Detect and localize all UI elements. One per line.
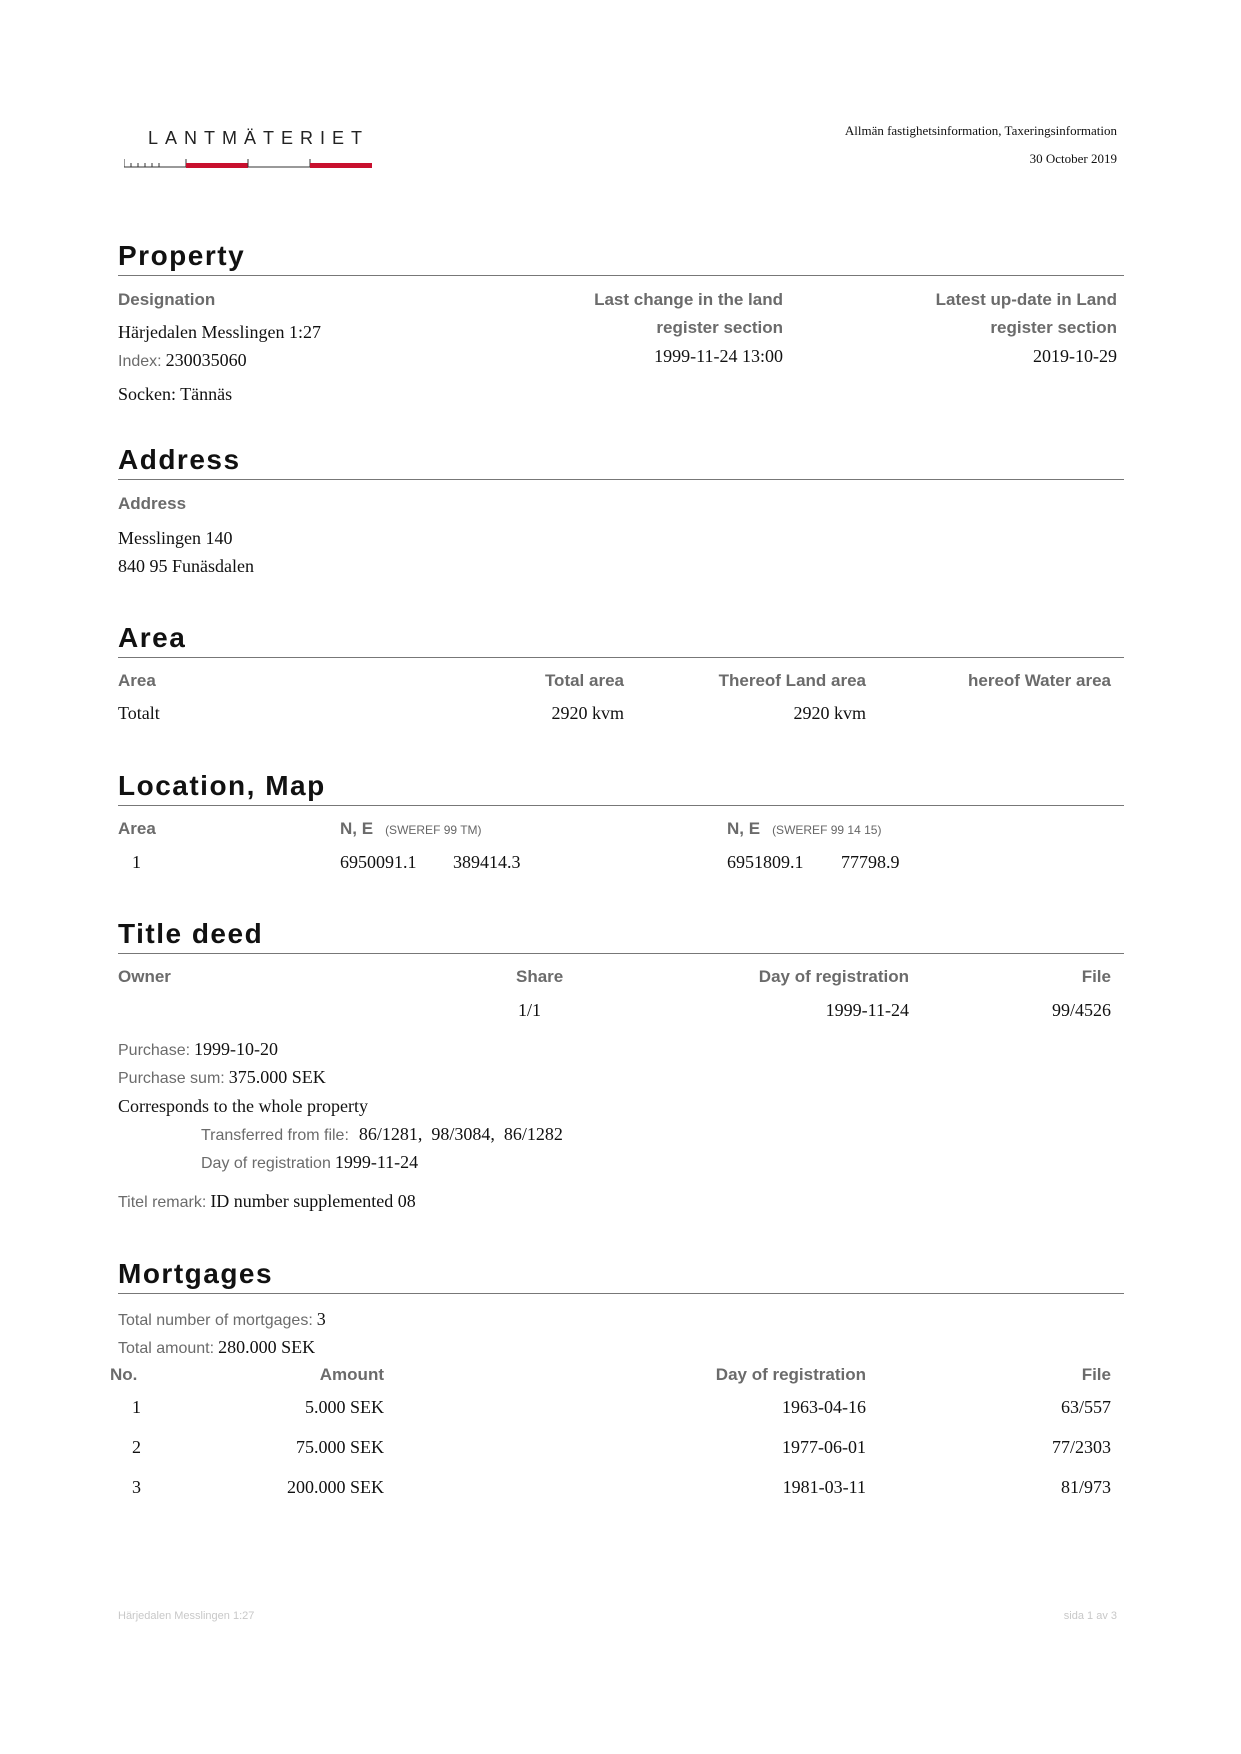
location-n1: 6950091.1 [340,852,417,872]
title-remark-label: Titel remark: [118,1194,207,1211]
mortgage-row-2-no: 2 [132,1437,141,1457]
total-amount-value: 280.000 SEK [218,1337,316,1357]
transferred-value: 86/1281, 98/3084, 86/1282 [358,1124,563,1144]
mortgages-col-day: Day of registration [715,1365,866,1384]
purchase-label: Purchase: [118,1042,191,1059]
title-deed-col-owner: Owner [118,967,171,986]
total-number-line [118,1309,326,1330]
area-col-total: Total area [544,671,624,690]
transferred-label: Transferred from file: [201,1127,349,1144]
mortgage-row-2-amount: 75.000 SEK [295,1437,384,1457]
mortgage-row-1-file: 63/557 [1060,1397,1111,1417]
last-change-label-2: register section [656,318,783,337]
mortgages-heading: Mortgages [118,1258,274,1289]
address-divider [118,479,1124,480]
address-line-2: 840 95 Funäsdalen [118,556,254,576]
location-heading: Location, Map [118,770,326,801]
mortgages-col-no: No. [110,1365,138,1384]
area-row-total: 2920 kvm [551,703,624,723]
mortgage-row-2-file: 77/2303 [1051,1437,1111,1457]
latest-update-value: 2019-10-29 [1033,346,1117,366]
designation-label: Designation [118,290,216,309]
area-col-land: Thereof Land area [718,671,866,690]
index-label: Index: [118,353,162,370]
transferred-line [201,1124,563,1145]
location-col-ne2-label: N, E [727,819,761,838]
purchase-sum-value: 375.000 SEK [228,1067,326,1087]
mortgages-col-amount: Amount [319,1365,384,1384]
mortgage-row-3-amount: 200.000 SEK [286,1477,384,1497]
day-of-registration-value: 1999-11-24 [334,1152,419,1172]
title-deed-day: 1999-11-24 [825,1000,909,1020]
footer-left: Härjedalen Messlingen 1:27 [118,1610,255,1622]
document-date: 30 October 2019 [1029,151,1117,166]
corresponds-text: Corresponds to the whole property [118,1096,368,1116]
location-col-ne1 [340,819,482,839]
title-deed-file: 99/4526 [1051,1000,1111,1020]
last-change-label-1: Last change in the land [594,290,783,309]
location-e1: 389414.3 [453,852,521,872]
property-divider [118,275,1124,276]
latest-update-label-2: register section [990,318,1117,337]
mortgage-row-3-day: 1981-03-11 [782,1477,866,1497]
purchase-value: 1999-10-20 [194,1039,279,1059]
total-amount-line [118,1337,315,1358]
total-number-label: Total number of mortgages: [118,1312,313,1329]
logo-text: LANTMÄTERIET [148,128,370,148]
location-row-area: 1 [132,852,141,872]
title-deed-col-file: File [1081,967,1111,986]
location-e2: 77798.9 [841,852,900,872]
location-n2: 6951809.1 [727,852,804,872]
title-remark-value: ID number supplemented 08 [210,1191,416,1211]
mortgage-row-1-amount: 5.000 SEK [304,1397,384,1417]
location-col-ne1-label: N, E [340,819,374,838]
purchase-sum-label: Purchase sum: [118,1070,225,1087]
mortgages-divider [118,1293,1124,1294]
purchase-sum-line [118,1067,326,1088]
document-title: Allmän fastighetsinformation, Taxeringsinformation [844,123,1117,138]
designation-value: Härjedalen Messlingen 1:27 [118,322,321,342]
address-line-1: Messlingen 140 [118,528,233,548]
footer-page-number: sida 1 av 3 [1063,1610,1117,1622]
last-change-value: 1999-11-24 13:00 [654,346,783,366]
area-col-area: Area [118,671,156,690]
logo-scale-bar [124,156,372,168]
address-heading: Address [118,444,241,475]
socken-value: Socken: Tännäs [118,384,233,404]
location-col-ne2 [727,819,881,839]
location-col-ne1-system: (SWEREF 99 TM) [385,823,482,837]
title-deed-col-share: Share [516,967,564,986]
total-number-value: 3 [316,1309,326,1329]
total-amount-label: Total amount: [118,1340,215,1357]
area-divider [118,657,1124,658]
area-row-name: Totalt [118,703,160,723]
area-row-land: 2920 kvm [793,703,866,723]
title-remark-line [118,1191,416,1212]
property-heading: Property [118,240,246,271]
address-label: Address [118,494,187,513]
logo-scale-icon [124,157,372,169]
index-line [118,350,247,371]
location-col-area: Area [118,819,156,838]
title-deed-divider [118,953,1124,954]
index-value: 230035060 [165,350,247,370]
purchase-line [118,1039,278,1060]
mortgage-row-2-day: 1977-06-01 [782,1437,866,1457]
area-heading: Area [118,622,187,653]
title-deed-col-day: Day of registration [758,967,909,986]
area-col-water: hereof Water area [968,671,1111,690]
mortgage-row-1-day: 1963-04-16 [782,1397,866,1417]
location-divider [118,805,1124,806]
mortgage-row-3-file: 81/973 [1060,1477,1111,1497]
title-deed-heading: Title deed [118,918,264,949]
mortgage-row-3-no: 3 [132,1477,141,1497]
title-deed-share: 1/1 [518,1000,542,1020]
latest-update-label-1: Latest up-date in Land [935,290,1117,309]
mortgage-row-1-no: 1 [132,1397,141,1417]
location-col-ne2-system: (SWEREF 99 14 15) [772,823,882,837]
day-of-registration-line [201,1152,418,1173]
mortgages-col-file: File [1081,1365,1111,1384]
day-of-registration-label: Day of registration [201,1155,331,1172]
